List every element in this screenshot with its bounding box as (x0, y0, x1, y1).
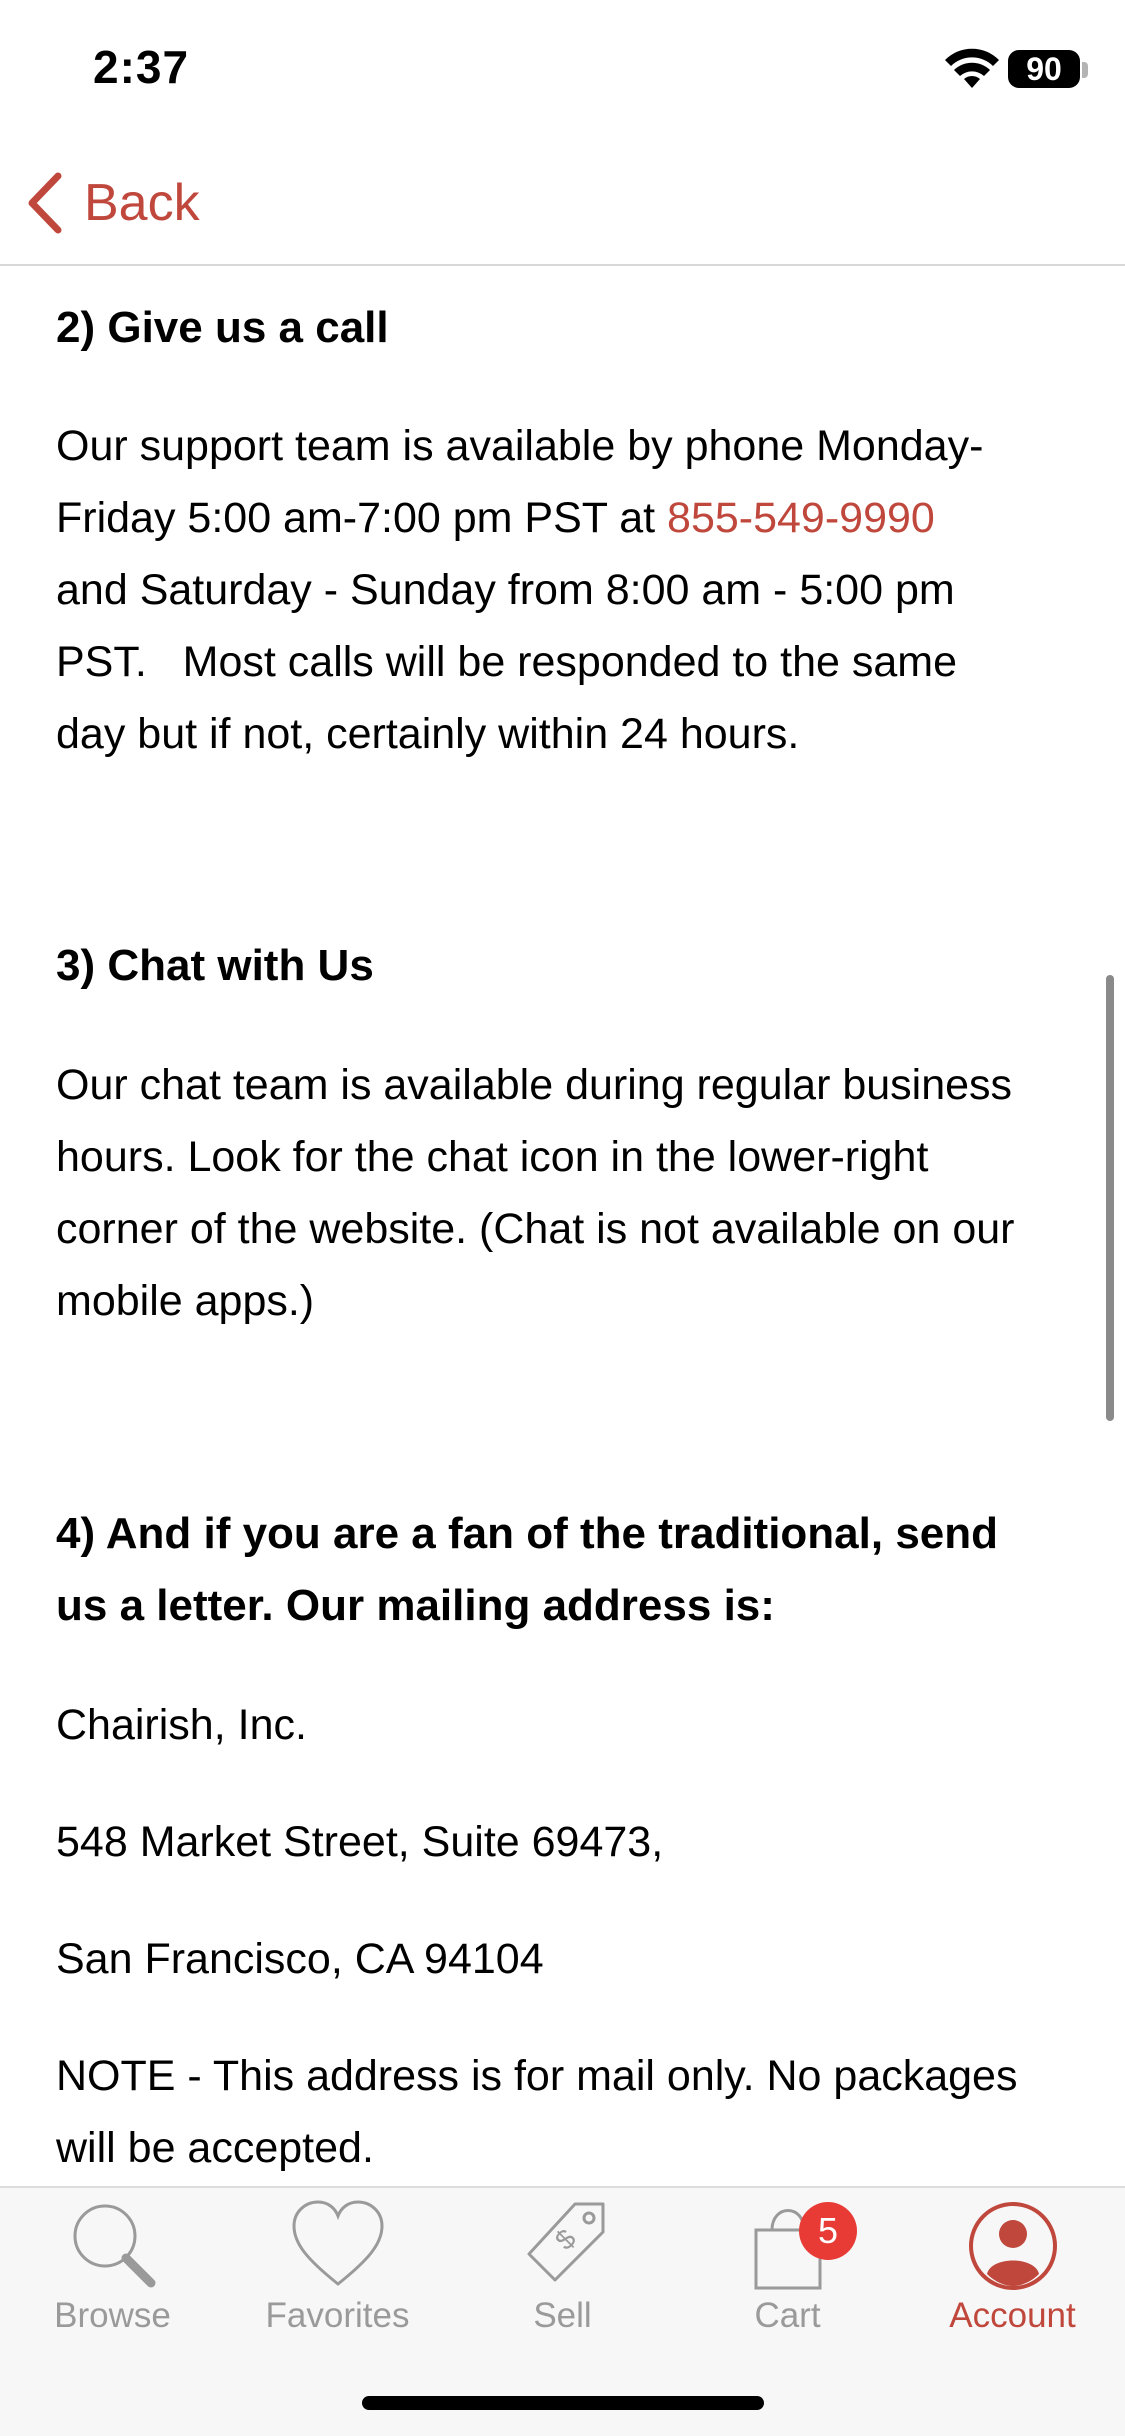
account-icon (963, 2196, 1063, 2296)
tab-label: Browse (54, 2296, 171, 2335)
phone-link[interactable]: 855-549-9990 (667, 494, 935, 542)
paragraph-line: corner of the website. (Chat is not available on our (56, 1205, 1015, 1253)
content-scroll-area[interactable] (0, 268, 1125, 2186)
section-heading-mail (56, 1498, 1076, 1642)
heading-line: 4) And if you are a fan of the traditional, send (56, 1509, 999, 1558)
battery-cap (1082, 62, 1088, 78)
mailing-note (56, 2040, 1086, 2184)
paragraph-line: mobile apps.) (56, 1277, 315, 1325)
wifi-icon (944, 48, 1000, 90)
cart-badge: 5 (799, 2202, 857, 2260)
mailing-company: Chairish, Inc. (56, 1701, 307, 1749)
note-line: will be accepted. (56, 2124, 374, 2172)
heading-line: us a letter. Our mailing address is: (56, 1581, 775, 1630)
scroll-indicator[interactable] (1106, 975, 1114, 1421)
nav-bar (0, 140, 1125, 266)
tab-label: Favorites (265, 2296, 410, 2335)
tab-favorites[interactable] (225, 2196, 450, 2346)
tab-account[interactable] (900, 2196, 1125, 2346)
battery-indicator: 90 (1008, 50, 1080, 88)
call-paragraph (56, 410, 1086, 770)
search-icon (63, 2196, 163, 2296)
paragraph-line: day but if not, certainly within 24 hours. (56, 710, 800, 758)
chat-paragraph (56, 1049, 1086, 1337)
back-label: Back (84, 174, 200, 232)
home-indicator (362, 2396, 764, 2410)
heart-icon (288, 2196, 388, 2296)
paragraph-line: hours. Look for the chat icon in the lower-right (56, 1133, 929, 1181)
paragraph-line: PST. Most calls will be responded to the same (56, 638, 958, 686)
section-heading-call: 2) Give us a call (56, 303, 389, 352)
paragraph-line: and Saturday - Sunday from 8:00 am - 5:00 pm (56, 566, 955, 614)
tab-label: Sell (533, 2296, 592, 2335)
mailing-city: San Francisco, CA 94104 (56, 1935, 544, 1983)
svg-text:$: $ (548, 2222, 582, 2256)
paragraph-line: Our support team is available by phone Monday- (56, 422, 984, 470)
back-button[interactable] (24, 168, 200, 238)
tab-cart[interactable] (675, 2196, 900, 2346)
paragraph-line-text: Friday 5:00 am-7:00 pm PST at (56, 494, 668, 542)
status-bar (0, 0, 1125, 140)
status-time: 2:37 (93, 41, 190, 93)
tab-browse[interactable] (0, 2196, 225, 2346)
price-tag-icon (513, 2196, 613, 2296)
note-line: NOTE - This address is for mail only. No packages (56, 2052, 1018, 2100)
paragraph-line (56, 482, 1086, 554)
tab-sell[interactable] (450, 2196, 675, 2346)
tab-label: Cart (754, 2296, 821, 2335)
section-heading-chat: 3) Chat with Us (56, 941, 374, 990)
chevron-left-icon (24, 172, 64, 234)
paragraph-line: Our chat team is available during regular business (56, 1061, 1013, 1109)
tab-label: Account (949, 2296, 1076, 2335)
mailing-street: 548 Market Street, Suite 69473, (56, 1818, 664, 1866)
